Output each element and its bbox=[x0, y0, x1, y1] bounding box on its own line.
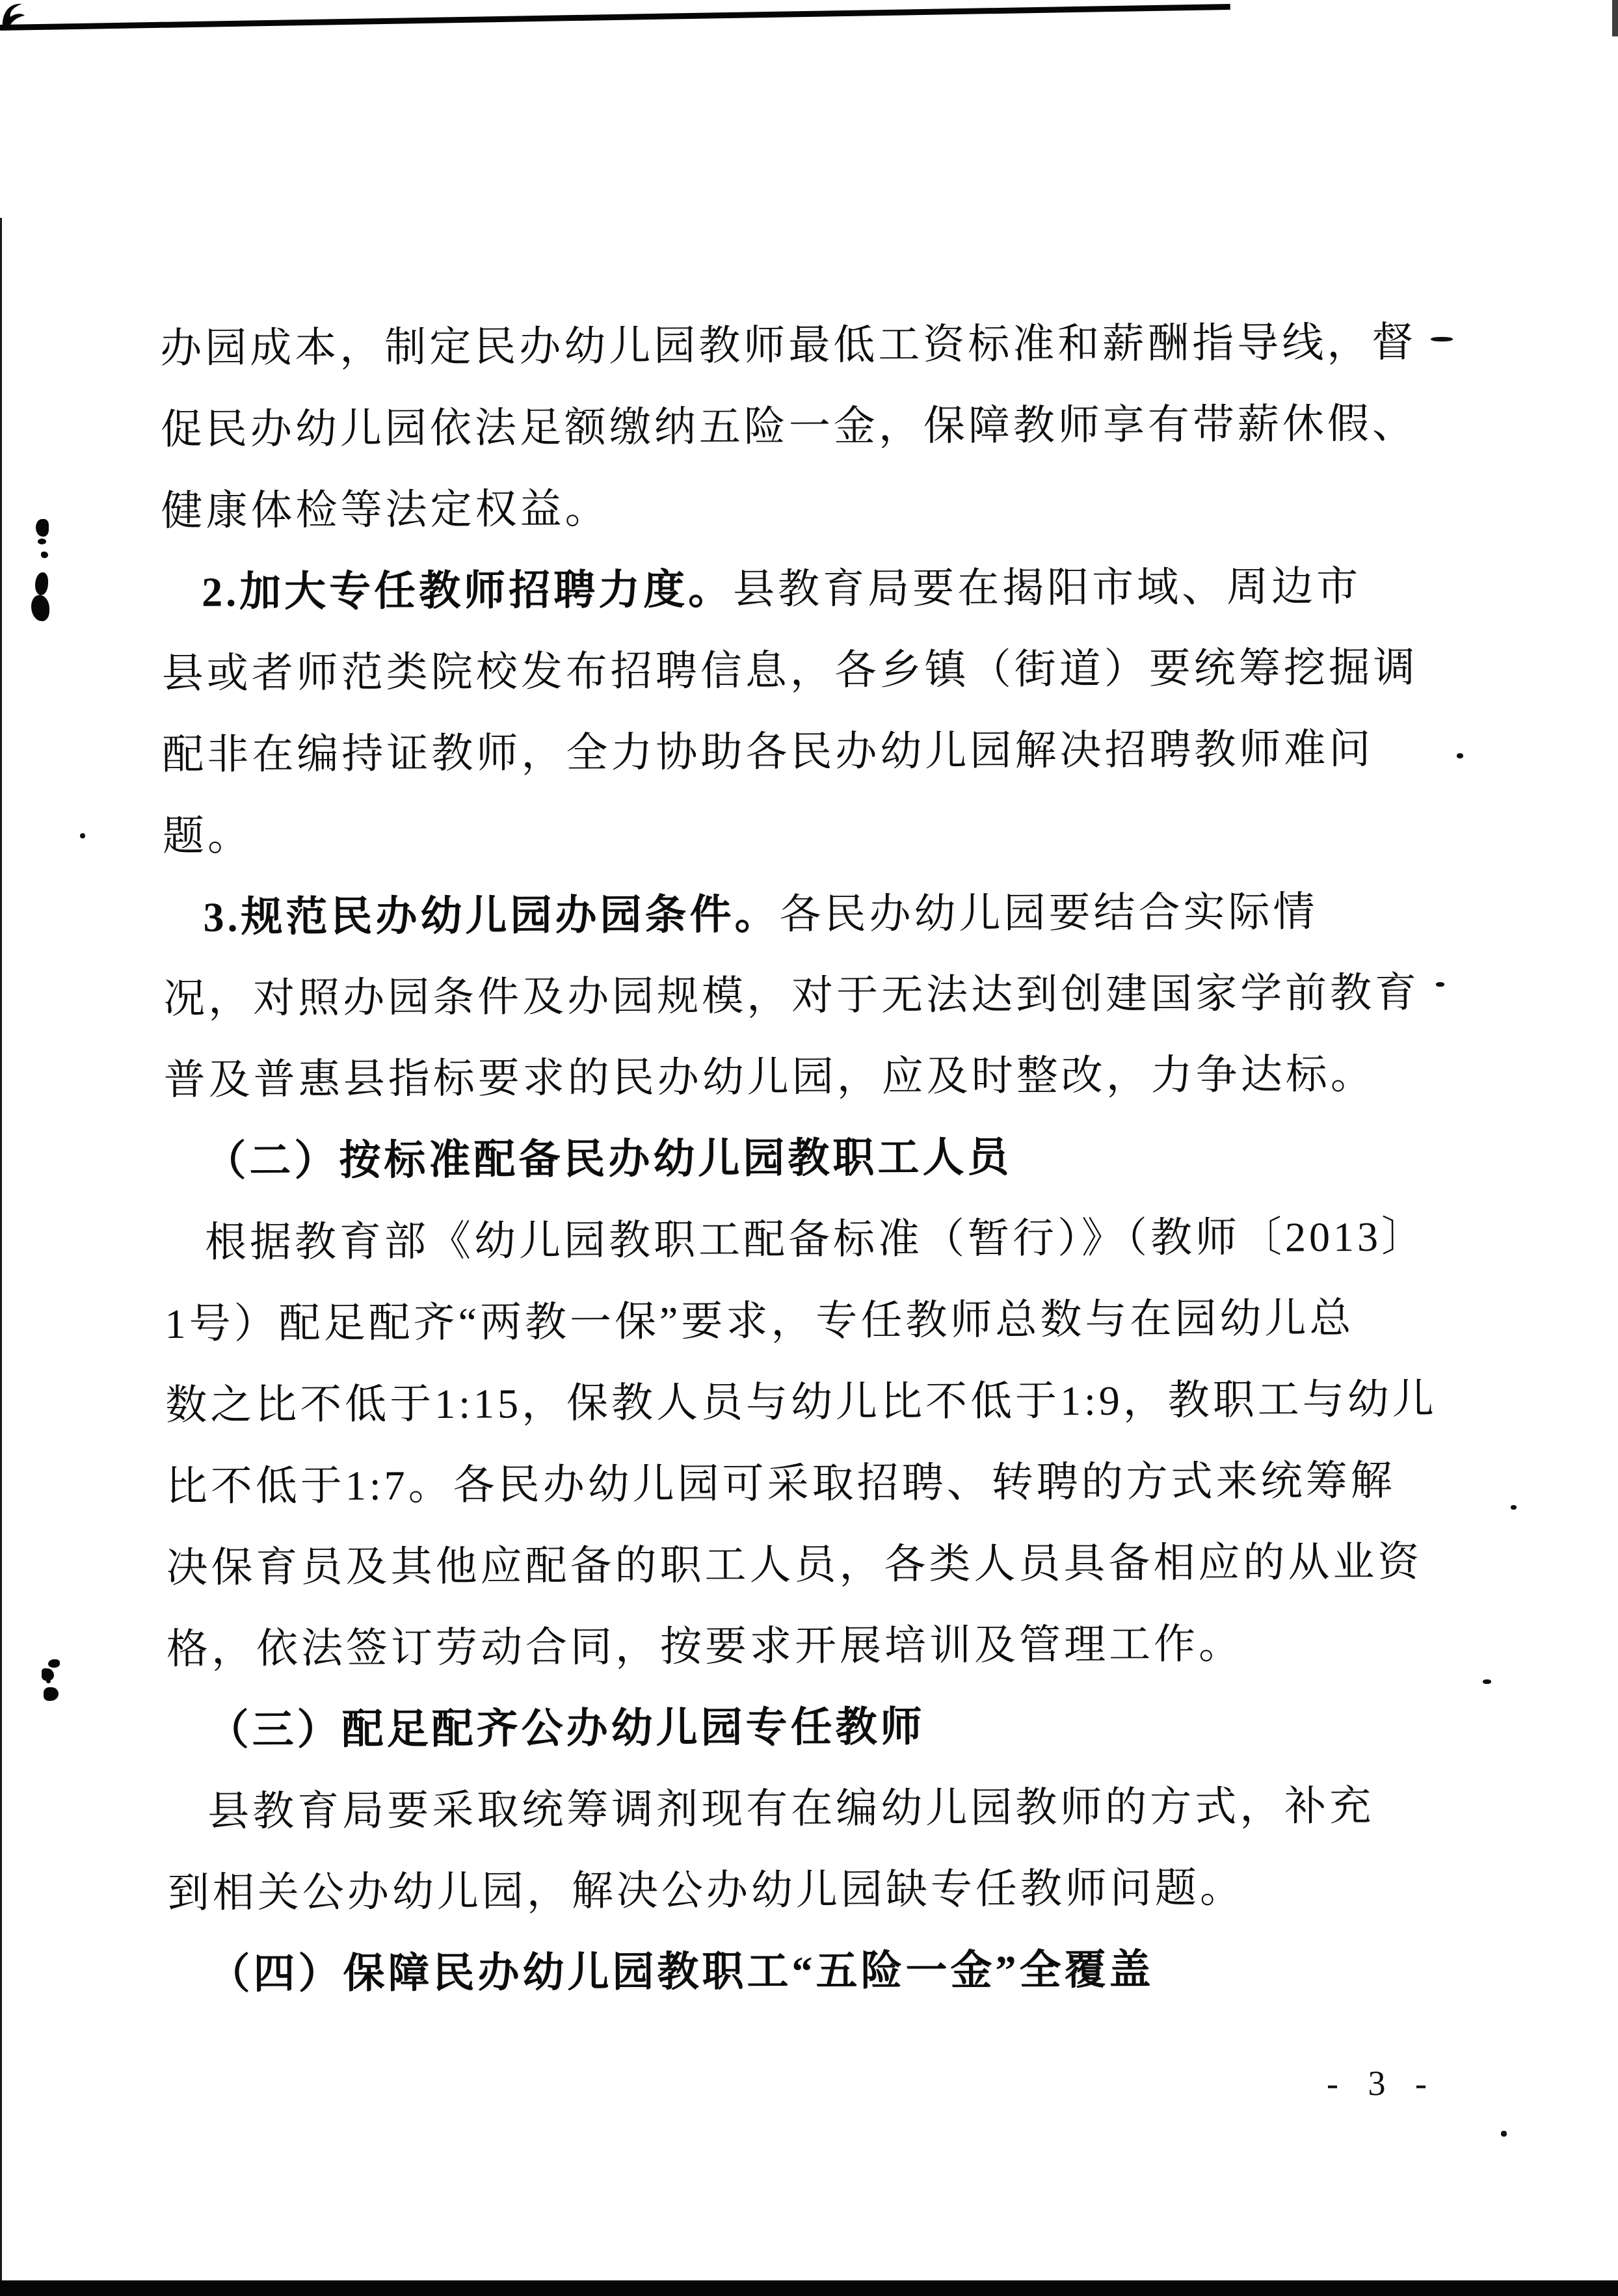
text-line bbox=[164, 1114, 1436, 1202]
text-segment: 普及普惠县指标要求的民办幼儿园，应及时整改，力争达标。 bbox=[163, 1050, 1375, 1103]
text-line bbox=[161, 464, 1433, 552]
scan-artifact-left-edge-line bbox=[0, 218, 2, 2283]
text-line bbox=[162, 708, 1434, 795]
scan-artifact-ink-blob bbox=[46, 1679, 51, 1683]
text-segment: 根据教育部《幼儿园教职工配备标准（暂行）》（教师〔2013〕 bbox=[204, 1213, 1427, 1266]
text-line bbox=[166, 1521, 1438, 1609]
section-heading-er: （二）按标准配备民办幼儿园教职工人员 bbox=[204, 1134, 1013, 1184]
text-line bbox=[166, 1602, 1439, 1690]
text-segment: 数之比不低于1:15，保教人员与幼儿比不低于1:9，教职工与幼儿 bbox=[165, 1376, 1437, 1428]
scan-artifact-speck bbox=[1483, 1679, 1491, 1684]
text-segment: 县教育局要在揭阳市域、周边市 bbox=[732, 563, 1362, 613]
text-segment: 促民办幼儿园依法足额缴纳五险一金，保障教师享有带薪休假、 bbox=[160, 400, 1418, 453]
text-line bbox=[161, 382, 1433, 470]
text-line bbox=[165, 1195, 1437, 1283]
scan-artifact-ink-blob bbox=[36, 519, 49, 537]
text-line bbox=[165, 1358, 1437, 1446]
text-segment: 办园成本，制定民办幼儿园教师最低工资标准和薪酬指导线，督 bbox=[160, 319, 1417, 371]
section-heading-3: 3.规范民办幼儿园办园条件。 bbox=[203, 891, 780, 941]
text-line bbox=[167, 1765, 1439, 1852]
text-line bbox=[163, 952, 1435, 1039]
text-line bbox=[161, 626, 1433, 714]
text-segment: 况，对照办园条件及办园规模，对于无法达到创建国家学前教育 bbox=[163, 969, 1420, 1022]
scan-artifact-speck bbox=[80, 833, 85, 838]
text-line bbox=[166, 1439, 1438, 1527]
scan-artifact-speck bbox=[1436, 982, 1444, 987]
scan-artifact-ink-blob bbox=[44, 1687, 59, 1701]
scan-artifact-speck bbox=[1431, 337, 1453, 341]
text-line bbox=[163, 789, 1435, 877]
document-body bbox=[160, 301, 1440, 2015]
scan-artifact-ink-blob bbox=[35, 572, 48, 595]
scan-artifact-speck bbox=[1501, 2131, 1507, 2137]
section-heading-san: （三）配足配齐公办幼儿园专任教师 bbox=[207, 1703, 925, 1754]
scan-artifact-ink-blob bbox=[48, 1659, 60, 1668]
section-heading-si: （四）保障民办幼儿园教职工“五险一金”全覆盖 bbox=[208, 1946, 1154, 1997]
text-segment: 县或者师范类院校发布招聘信息，各乡镇（街道）要统筹挖掘调 bbox=[161, 644, 1418, 697]
page-number: - 3 - bbox=[1327, 2064, 1437, 2103]
scan-artifact-ink-blob bbox=[41, 552, 48, 558]
text-segment: 1号）配足配齐“两教一保”要求，专任教师总数与在园幼儿总 bbox=[165, 1295, 1355, 1347]
text-segment: 决保育员及其他应配备的职工人员，各类人员具备相应的从业资 bbox=[166, 1538, 1423, 1591]
text-line bbox=[163, 870, 1435, 958]
text-line bbox=[168, 1846, 1440, 1934]
scan-artifact-top-edge-line bbox=[0, 4, 1230, 31]
scan-artifact-speck bbox=[1511, 1505, 1517, 1510]
scan-artifact-ink-blob bbox=[38, 539, 46, 544]
text-line bbox=[166, 1683, 1439, 1771]
text-segment: 配非在编持证教师，全力协助各民办幼儿园解决招聘教师难问 bbox=[162, 725, 1374, 778]
scan-artifact-speck bbox=[1457, 753, 1463, 758]
text-line bbox=[160, 301, 1432, 389]
text-line bbox=[165, 1277, 1437, 1365]
text-segment: 各民办幼儿园要结合实际情 bbox=[779, 888, 1318, 938]
section-heading-2: 2.加大专任教师招聘力度。 bbox=[201, 566, 734, 615]
text-line bbox=[168, 1927, 1440, 2015]
text-segment: 县教育局要采取统筹调剂现有在编幼儿园教师的方式，补充 bbox=[207, 1782, 1375, 1835]
text-segment: 格，依法签订劳动合同，按要求开展培训及管理工作。 bbox=[166, 1620, 1244, 1672]
scan-artifact-bottom-bar bbox=[0, 2280, 1618, 2296]
text-segment: 题。 bbox=[162, 812, 253, 859]
scan-artifact-ink-blob bbox=[31, 595, 49, 621]
text-segment: 比不低于1:7。各民办幼儿园可采取招聘、转聘的方式来统筹解 bbox=[165, 1457, 1396, 1510]
scan-artifact-right-edge-bar bbox=[1612, 0, 1618, 36]
text-line bbox=[163, 1033, 1435, 1121]
text-line bbox=[161, 545, 1433, 633]
text-segment: 到相关公办幼儿园，解决公办幼儿园缺专任教师问题。 bbox=[167, 1864, 1245, 1916]
text-segment: 健康体检等法定权益。 bbox=[161, 485, 610, 534]
